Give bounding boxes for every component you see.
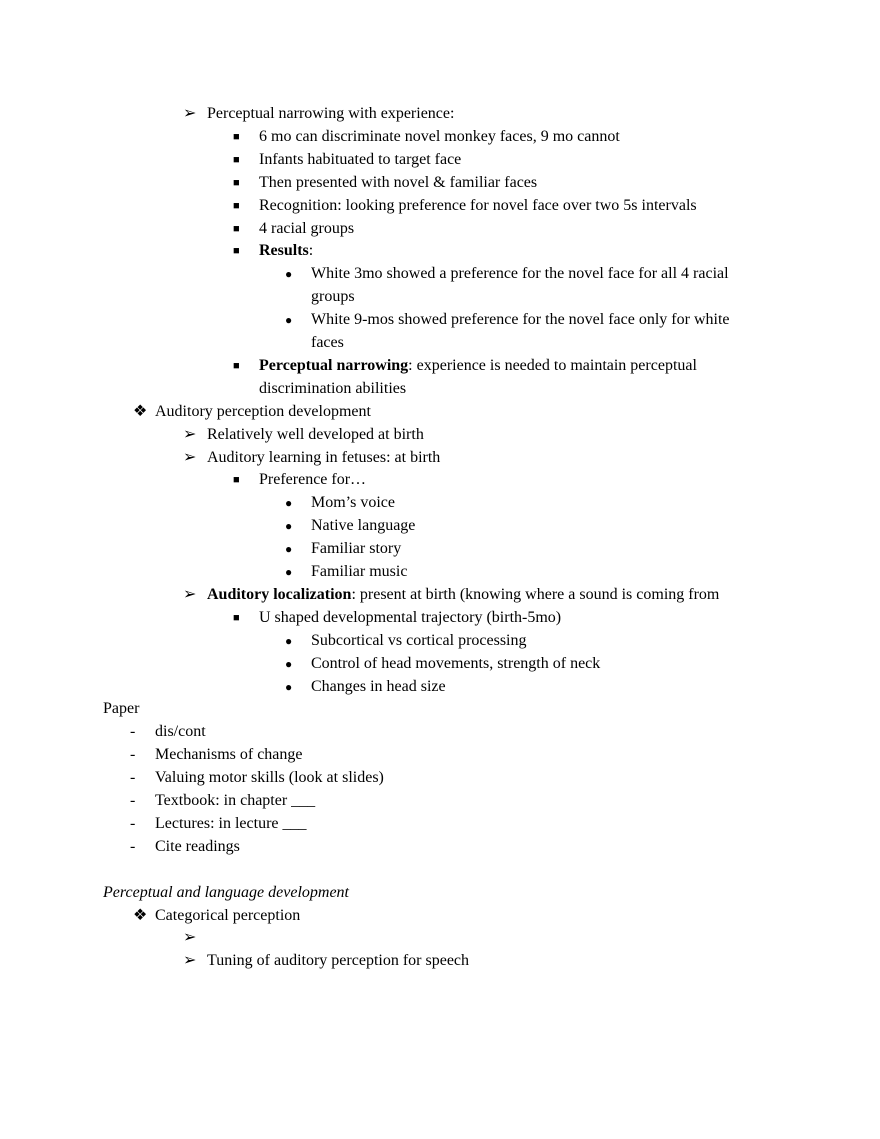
line-text [259,150,461,170]
line-text [155,768,384,788]
line-body: 4 racial groups [259,219,355,237]
square-bullet-icon: ■ [233,130,240,143]
line-text [155,814,307,834]
dash-bullet-icon: - [130,746,136,764]
line-text [103,699,139,719]
diamond-bullet-icon: ❖ [133,402,148,420]
line-text [259,196,697,216]
line-body: Cite readings [155,837,240,855]
dot-bullet-icon: ● [285,565,293,579]
line-text [155,722,206,742]
dot-bullet-icon: ● [285,656,293,671]
line-body: 6 mo can discriminate novel monkey faces, 9 mo cannot [259,127,620,145]
line-text [259,127,620,147]
line-body: Familiar story [311,540,402,558]
line-text [311,516,415,536]
arrow-bullet-icon: ➢ [183,952,197,970]
line-body: Infants habituated to target face [259,150,462,168]
arrow-bullet-icon: ➢ [183,585,197,603]
line-text [207,951,469,971]
dot-bullet-icon: ● [285,633,293,648]
line-body: Familiar music [311,563,408,580]
line-body: : experience is needed to maintain perceptual [408,356,697,374]
line-text [155,402,371,422]
line-body: Paper [103,700,140,718]
line-text [259,356,697,376]
diamond-bullet-icon: ❖ [133,906,148,924]
dash-bullet-icon: - [130,837,136,855]
line-text [103,883,349,903]
line-text [311,287,355,307]
line-text [311,539,401,559]
line-body: discrimination abilities [259,379,407,397]
dot-bullet-icon: ● [285,542,293,557]
dot-bullet-icon: ● [285,267,293,282]
line-body: : present at birth (knowing where a sound is coming from [351,585,720,603]
line-text [207,425,424,445]
dot-bullet-icon: ● [285,679,293,694]
line-text [259,608,561,628]
line-text [311,654,600,674]
line-text [311,677,446,697]
line-body: Perceptual and language development [103,883,349,901]
line-body: White 9-mos showed preference for the novel face only for white [311,311,730,329]
line-body: : [308,242,314,260]
line-body: groups [311,288,355,306]
line-body: Lectures: in lecture ___ [155,814,307,832]
line-body: Auditory learning in fetuses: at birth [207,448,441,466]
line-text [155,906,300,926]
square-bullet-icon: ■ [233,474,240,487]
bold-term: Perceptual narrowing [259,356,409,374]
line-text [207,448,440,468]
line-body: Mechanisms of change [155,746,303,764]
line-body: Textbook: in chapter ___ [155,792,316,809]
arrow-bullet-icon: ➢ [183,425,197,443]
line-body: Control of head movements, strength of neck [311,654,601,672]
line-body: Changes in head size [311,677,446,695]
square-bullet-icon: ■ [233,176,240,189]
dash-bullet-icon: - [130,723,136,741]
dot-bullet-icon: ● [285,496,293,511]
line-text [311,493,395,513]
line-body: Categorical perception [155,906,301,924]
line-text [259,379,406,399]
line-text [311,264,729,284]
square-bullet-icon: ■ [233,199,240,212]
arrow-bullet-icon: ➢ [183,105,197,122]
line-body: faces [311,334,344,351]
dot-bullet-icon: ● [285,519,293,534]
dash-bullet-icon: - [130,769,136,787]
bold-term: Results [259,242,309,260]
line-text [155,837,240,857]
line-text [311,631,527,651]
line-text [259,241,313,261]
line-text [311,310,730,330]
dash-bullet-icon: - [130,792,136,809]
line-text [311,562,407,582]
line-text [207,104,454,124]
line-body: dis/cont [155,723,206,741]
square-bullet-icon: ■ [233,611,240,624]
line-text [259,219,354,239]
line-text [155,745,303,765]
line-text [259,470,366,490]
line-body: Native language [311,517,416,535]
line-body: Mom’s voice [311,494,395,512]
line-body: Valuing motor skills (look at slides) [155,769,384,787]
line-body: White 3mo showed a preference for the novel face for all 4 racial [311,265,729,283]
line-body: Preference for… [259,471,367,489]
dash-bullet-icon: - [130,814,136,832]
square-bullet-icon: ■ [233,245,240,258]
line-text [155,791,315,811]
arrow-bullet-icon: ➢ [183,929,197,947]
arrow-bullet-icon: ➢ [183,448,197,466]
line-body: U shaped developmental trajectory (birth-5mo) [259,608,562,626]
line-body: Subcortical vs cortical processing [311,631,527,649]
line-body: Recognition: looking preference for novel face over two 5s intervals [259,196,697,214]
line-text [259,173,537,193]
line-text [311,333,344,353]
line-body: Perceptual narrowing with experience: [207,105,455,122]
line-body: Tuning of auditory perception for speech [207,952,470,970]
line-text [207,585,719,605]
line-body: Relatively well developed at birth [207,425,424,443]
bold-term: Auditory localization [207,585,352,603]
square-bullet-icon: ■ [233,153,240,166]
dot-bullet-icon: ● [285,313,293,328]
line-body: Auditory perception development [155,402,371,420]
square-bullet-icon: ■ [233,359,240,372]
square-bullet-icon: ■ [233,222,240,235]
line-body: Then presented with novel & familiar faces [259,173,538,191]
